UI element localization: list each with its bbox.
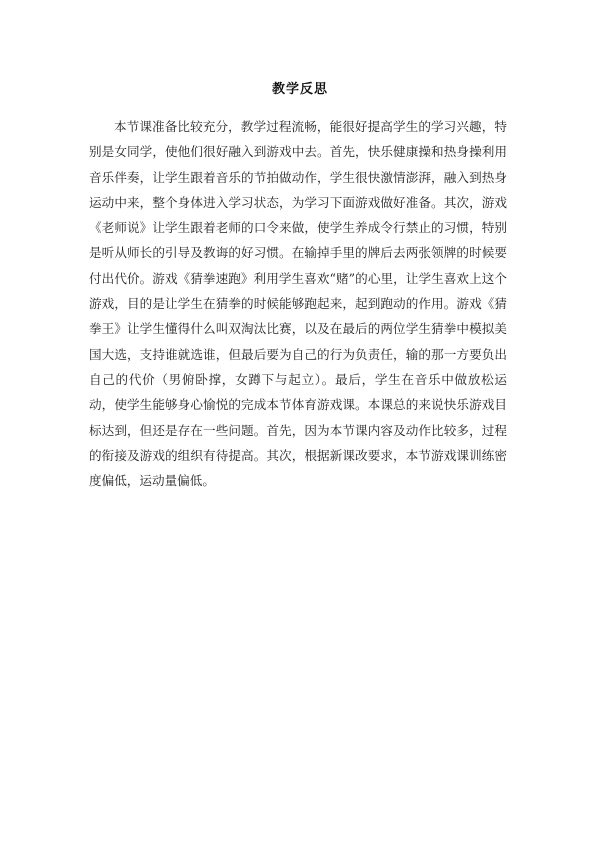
body-paragraph: 本节课准备比较充分，教学过程流畅，能很好提高学生的学习兴趣，特别是女同学，使他们很好融入到游戏中去。首先，快乐健康操和热身操利用音乐伴奏，让学生跟着音乐的节拍做动作，学生很快激情澎湃，融入到热身运动中来，整个身体进入学习状态，为学习下面游戏做好准备。其次，游戏《老师说》让学生跟着老师的口令来做，使学生养成令行禁止的习惯，特别是听从师长的引导及教诲的好习惯。在输掉手里的牌后去两张领牌的时候要付出代价。游戏《猜拳速跑》利用学生喜欢“赌”的心里，让学生喜欢上这个游戏，目的是让学生在猜拳的时候能够跑起来，起到跑动的作用。游戏《猜拳王》让学生懂得什么叫双淘汰比赛，以及在最后的两位学生猜拳中模拟美国大选，支持谁就选谁，但最后要为自己的行为负责任，输的那一方要负出自己的代价（男俯卧撑，女蹲下与起立）。最后，学生在音乐中做放松运动，使学生能够身心愉悦的完成本节体育游戏课。本课总的来说快乐游戏目标达到，但还是存在一些问题。首先，因为本节课内容及动作比较多，过程的衔接及游戏的组织有待提高。其次，根据新课改要求，本节游戏课训练密度偏低，运动量偏低。 bbox=[89, 119, 507, 489]
document-title: 教学反思 bbox=[271, 82, 328, 97]
